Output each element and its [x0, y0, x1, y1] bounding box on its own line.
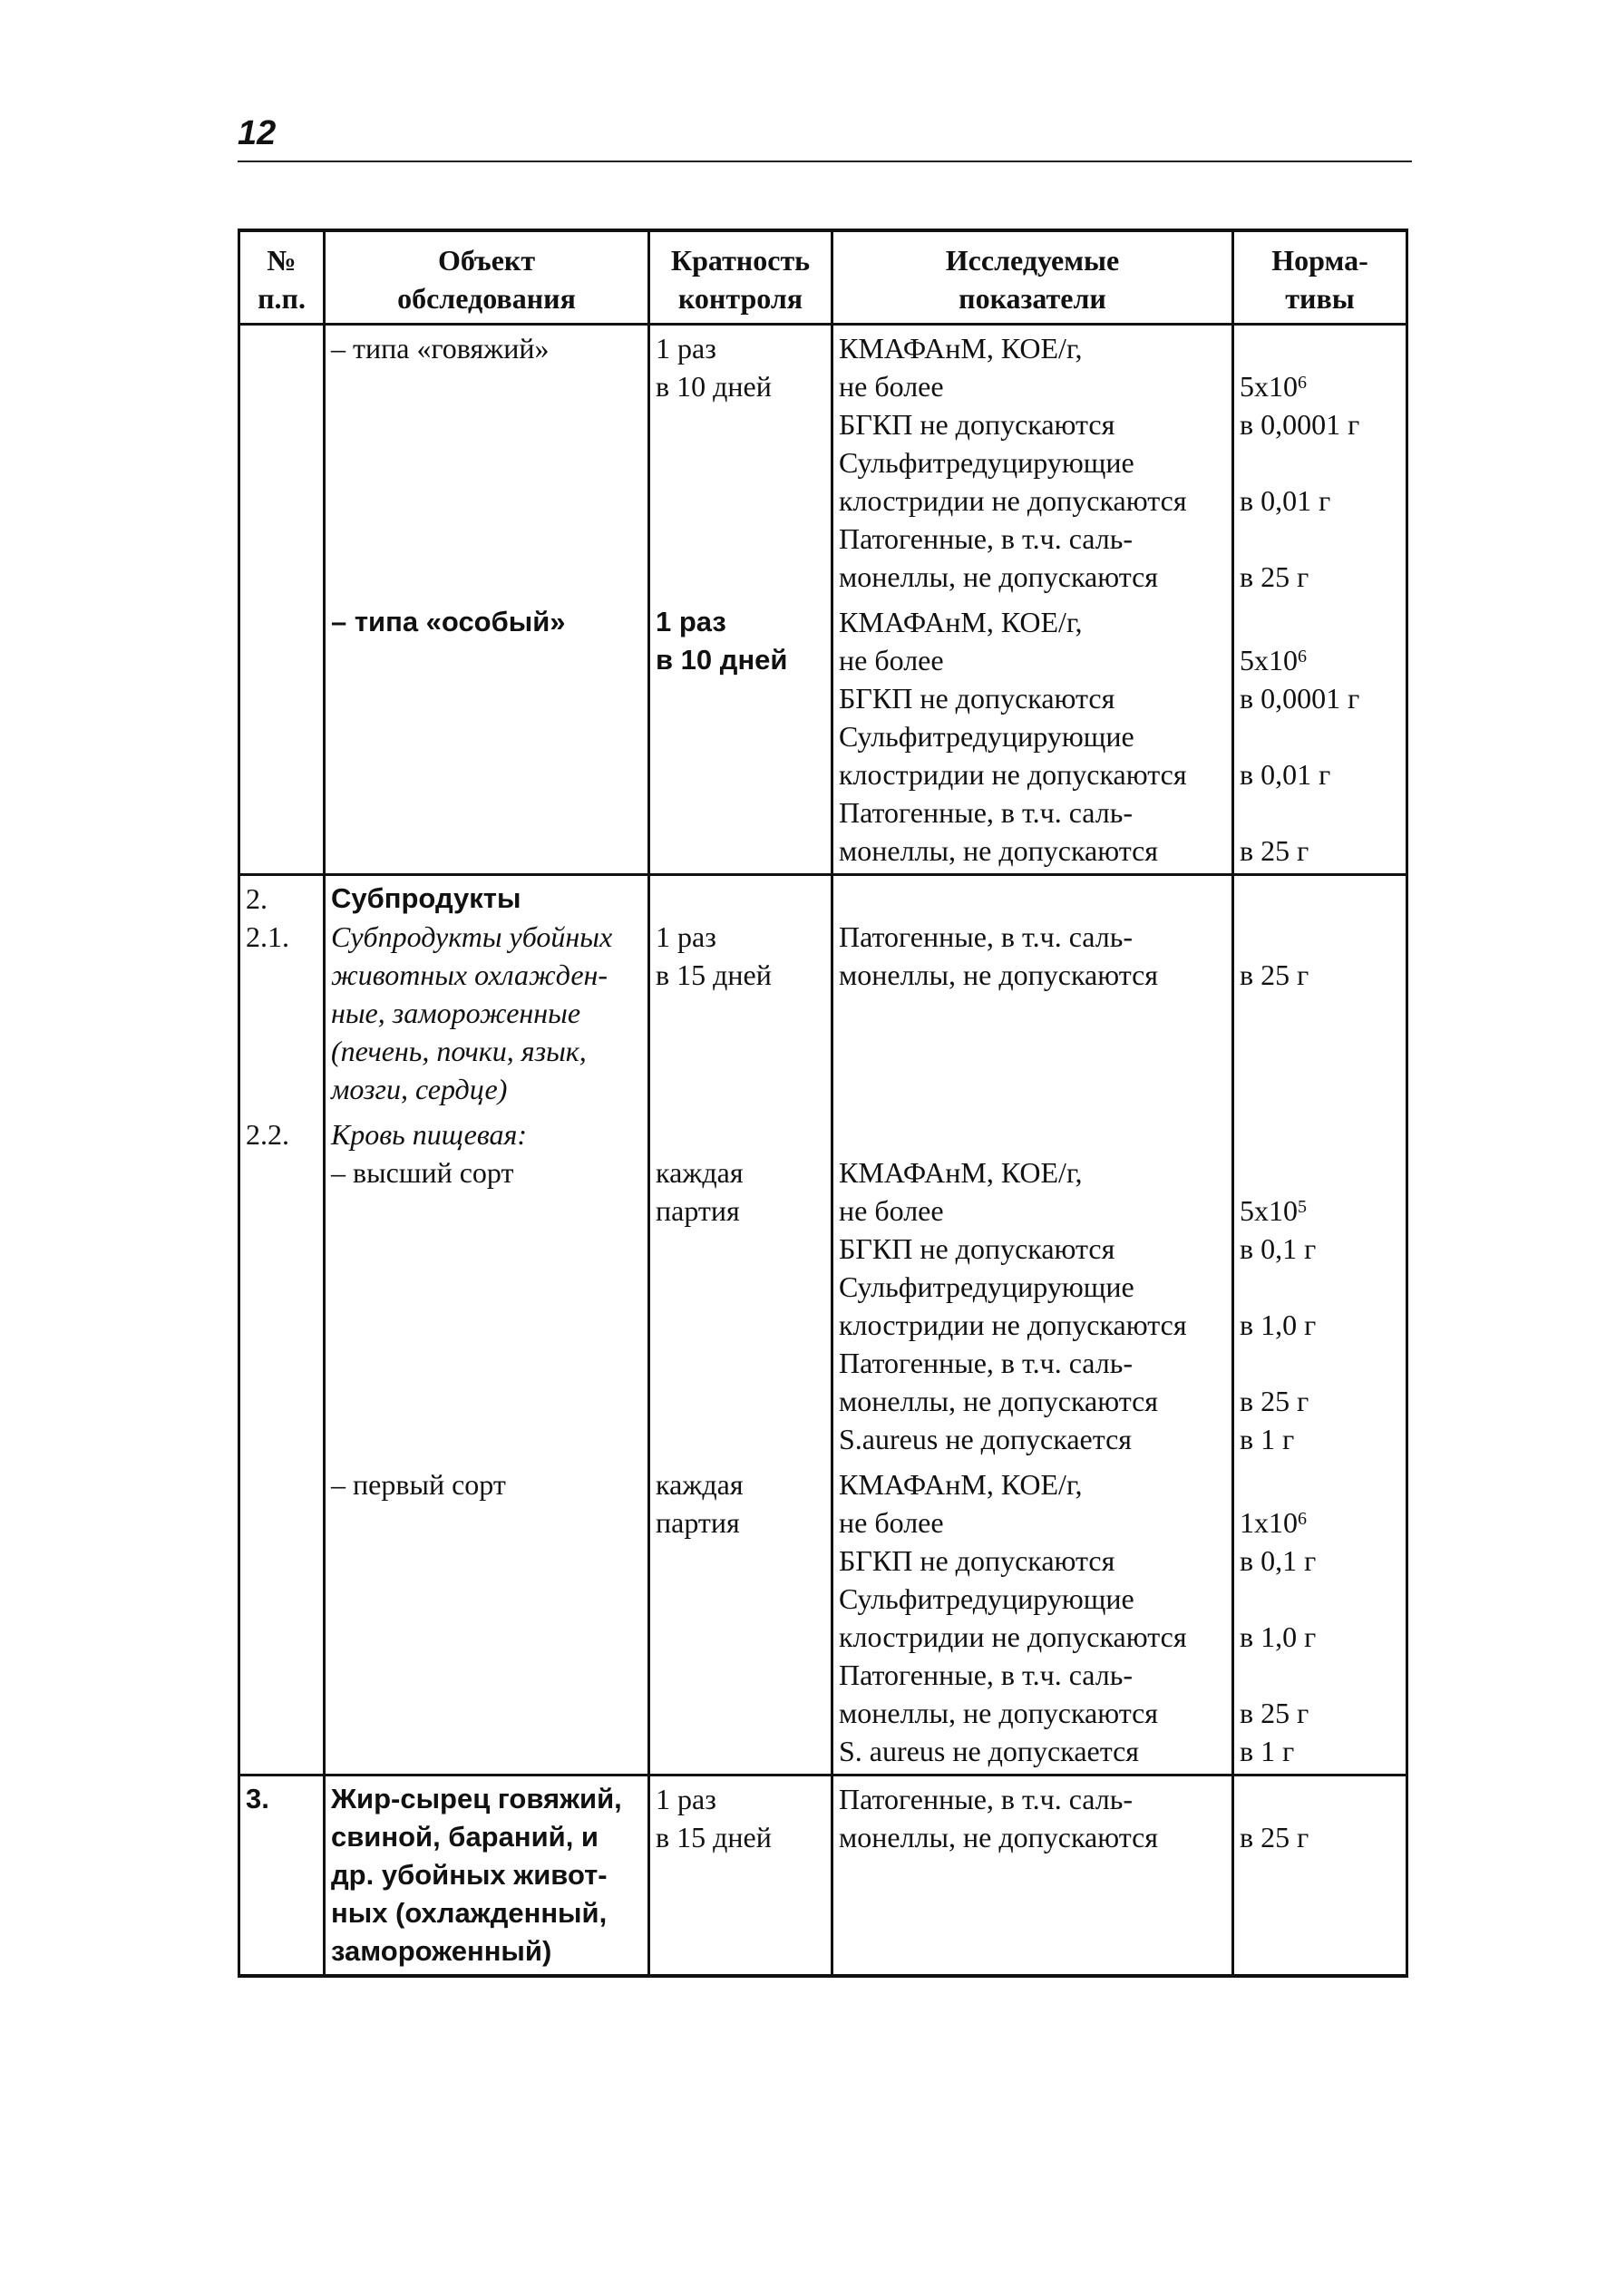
cell-frequency	[649, 1776, 832, 1977]
header-text: тивы	[1285, 282, 1355, 315]
indicator-line: клостридии не допускаются	[839, 1309, 1187, 1341]
indicator-line: монеллы, не допускаются	[839, 958, 1158, 991]
frequency-text: партия	[656, 1194, 740, 1227]
frequency-text: в 10 дней	[656, 370, 772, 403]
cell-indicators	[832, 1776, 1233, 1977]
table-header-row	[239, 230, 1407, 325]
norm-value: в 25 г	[1240, 560, 1309, 593]
cell-frequency	[649, 1112, 832, 1462]
norm-value: в 0,01 г	[1240, 484, 1331, 517]
indicator-line: Сульфитредуцирующие	[839, 1582, 1134, 1615]
norm-value: в 1,0 г	[1240, 1309, 1317, 1341]
object-text: животных охлажден-	[331, 958, 608, 991]
header-frequency	[649, 230, 832, 325]
cell-object	[325, 1462, 649, 1776]
frequency-text: 1 раз	[656, 1783, 716, 1815]
norm-value: в 1,0 г	[1240, 1620, 1317, 1653]
row-number: 2.	[246, 882, 268, 915]
norm-value: $5x10^5$	[1240, 1194, 1307, 1227]
cell-norms	[1233, 1776, 1407, 1977]
norm-value: в 0,1 г	[1240, 1232, 1317, 1265]
frequency-text: 1 раз	[656, 920, 716, 953]
indicator-line: БГКП не допускаются	[839, 1544, 1115, 1577]
cell-indicators	[832, 599, 1233, 875]
object-text: Субпродукты убойных	[331, 920, 613, 953]
indicator-line: Патогенные, в т.ч. саль-	[839, 920, 1133, 953]
cell-frequency	[649, 599, 832, 875]
cell-num	[239, 599, 325, 875]
indicator-line: монеллы, не допускаются	[839, 1385, 1158, 1417]
cell-num	[239, 1776, 325, 1977]
indicator-line: клостридии не допускаются	[839, 758, 1187, 791]
indicator-line: монеллы, не допускаются	[839, 1697, 1158, 1729]
header-object	[325, 230, 649, 325]
cell-frequency	[649, 325, 832, 600]
object-text: ных (охлажденный,	[331, 1897, 608, 1929]
subsection-title: Кровь пищевая:	[331, 1118, 528, 1151]
indicator-line: монеллы, не допускаются	[839, 834, 1158, 867]
indicator-line: БГКП не допускаются	[839, 1232, 1115, 1265]
frequency-text: в 15 дней	[656, 958, 772, 991]
header-text: Исследуемые	[945, 244, 1120, 277]
frequency-text: 1 раз	[656, 606, 726, 637]
indicator-line: Сульфитредуцирующие	[839, 446, 1134, 479]
indicator-line: КМАФАнМ, КОЕ/г,	[839, 606, 1083, 638]
norm-value: в 25 г	[1240, 1821, 1309, 1853]
norm-value: в 25 г	[1240, 834, 1309, 867]
norm-value: $5x10^6$	[1240, 370, 1307, 403]
indicator-line: S. aureus не допускается	[839, 1735, 1140, 1767]
indicator-line: S.aureus не допускается	[839, 1423, 1133, 1455]
table-row	[239, 599, 1407, 875]
indicator-line: клостридии не допускаются	[839, 484, 1187, 517]
header-rule	[238, 161, 1412, 162]
norm-value: в 25 г	[1240, 1697, 1309, 1729]
table-row	[239, 1776, 1407, 1977]
cell-norms	[1233, 1112, 1407, 1462]
indicator-line: Патогенные, в т.ч. саль-	[839, 1347, 1133, 1379]
frequency-text: 1 раз	[656, 332, 716, 365]
table-row	[239, 1112, 1407, 1462]
header-text: Кратность	[670, 244, 811, 277]
header-text: показатели	[959, 282, 1106, 315]
indicator-line: монеллы, не допускаются	[839, 560, 1158, 593]
object-text: – типа «говяжий»	[331, 332, 550, 365]
table-row	[239, 875, 1407, 1113]
cell-indicators	[832, 875, 1233, 1113]
cell-norms	[1233, 599, 1407, 875]
section-title: Субпродукты	[331, 882, 521, 914]
object-text: (печень, почки, язык,	[331, 1035, 587, 1067]
object-text: ные, замороженные	[331, 997, 581, 1029]
norm-value: в 1 г	[1240, 1735, 1295, 1767]
indicator-line: Патогенные, в т.ч. саль-	[839, 1659, 1133, 1691]
cell-norms	[1233, 325, 1407, 600]
object-text: – типа «особый»	[331, 606, 566, 637]
frequency-text: каждая	[656, 1156, 744, 1189]
object-text: замороженный)	[331, 1935, 552, 1967]
object-text: др. убойных живот-	[331, 1859, 608, 1891]
indicator-line: КМАФАнМ, КОЕ/г,	[839, 332, 1083, 365]
cell-num	[239, 1112, 325, 1462]
cell-num	[239, 325, 325, 600]
header-text: п.п.	[258, 282, 306, 315]
norm-value: в 1 г	[1240, 1423, 1295, 1455]
cell-indicators	[832, 1462, 1233, 1776]
norm-value: в 0,0001 г	[1240, 408, 1360, 441]
header-text: контроля	[677, 282, 803, 315]
frequency-text: партия	[656, 1506, 740, 1539]
row-number: 2.1.	[246, 920, 289, 953]
indicator-line: Сульфитредуцирующие	[839, 1270, 1134, 1303]
frequency-text: в 10 дней	[656, 644, 788, 676]
table-row	[239, 325, 1407, 600]
header-indicators	[832, 230, 1233, 325]
header-text: Объект	[437, 244, 536, 277]
page-number: 12	[238, 114, 277, 152]
indicator-line: не более	[839, 644, 944, 676]
cell-frequency	[649, 875, 832, 1113]
object-text: мозги, сердце)	[331, 1073, 508, 1105]
cell-object	[325, 599, 649, 875]
frequency-text: каждая	[656, 1468, 744, 1501]
cell-frequency	[649, 1462, 832, 1776]
indicator-line: Патогенные, в т.ч. саль-	[839, 522, 1133, 555]
indicator-line: клостридии не допускаются	[839, 1620, 1187, 1653]
header-text: Норма-	[1271, 244, 1368, 277]
object-text: свиной, бараний, и	[331, 1821, 599, 1853]
cell-object	[325, 1112, 649, 1462]
cell-num	[239, 1462, 325, 1776]
cell-object	[325, 1776, 649, 1977]
indicator-line: БГКП не допускаются	[839, 408, 1115, 441]
row-number: 3.	[246, 1783, 269, 1814]
norms-table	[238, 229, 1408, 1978]
cell-norms	[1233, 875, 1407, 1113]
norm-value: $1x10^6$	[1240, 1506, 1307, 1539]
norm-value: $5x10^6$	[1240, 644, 1307, 676]
norm-value: в 25 г	[1240, 1385, 1309, 1417]
row-number: 2.2.	[246, 1118, 289, 1151]
indicator-line: не более	[839, 1506, 944, 1539]
indicator-line: КМАФАнМ, КОЕ/г,	[839, 1156, 1083, 1189]
norm-value: в 25 г	[1240, 958, 1309, 991]
object-text: – первый сорт	[331, 1468, 506, 1501]
indicator-line: монеллы, не допускаются	[839, 1821, 1158, 1853]
table-row	[239, 1462, 1407, 1776]
header-num	[239, 230, 325, 325]
cell-indicators	[832, 1112, 1233, 1462]
norm-value: в 0,0001 г	[1240, 682, 1360, 715]
header-norms	[1233, 230, 1407, 325]
cell-norms	[1233, 1462, 1407, 1776]
cell-indicators	[832, 325, 1233, 600]
indicator-line: Сульфитредуцирующие	[839, 720, 1134, 753]
cell-object	[325, 875, 649, 1113]
indicator-line: Патогенные, в т.ч. саль-	[839, 1783, 1133, 1815]
object-text: – высший сорт	[331, 1156, 514, 1189]
indicator-line: Патогенные, в т.ч. саль-	[839, 796, 1133, 829]
norm-value: в 0,1 г	[1240, 1544, 1317, 1577]
norm-value: в 0,01 г	[1240, 758, 1331, 791]
indicator-line: не более	[839, 1194, 944, 1227]
cell-object	[325, 325, 649, 600]
header-text: №	[267, 244, 297, 277]
frequency-text: в 15 дней	[656, 1821, 772, 1853]
cell-num	[239, 875, 325, 1113]
indicator-line: не более	[839, 370, 944, 403]
indicator-line: КМАФАнМ, КОЕ/г,	[839, 1468, 1083, 1501]
header-text: обследования	[397, 282, 576, 315]
indicator-line: БГКП не допускаются	[839, 682, 1115, 715]
object-text: Жир-сырец говяжий,	[331, 1783, 622, 1814]
